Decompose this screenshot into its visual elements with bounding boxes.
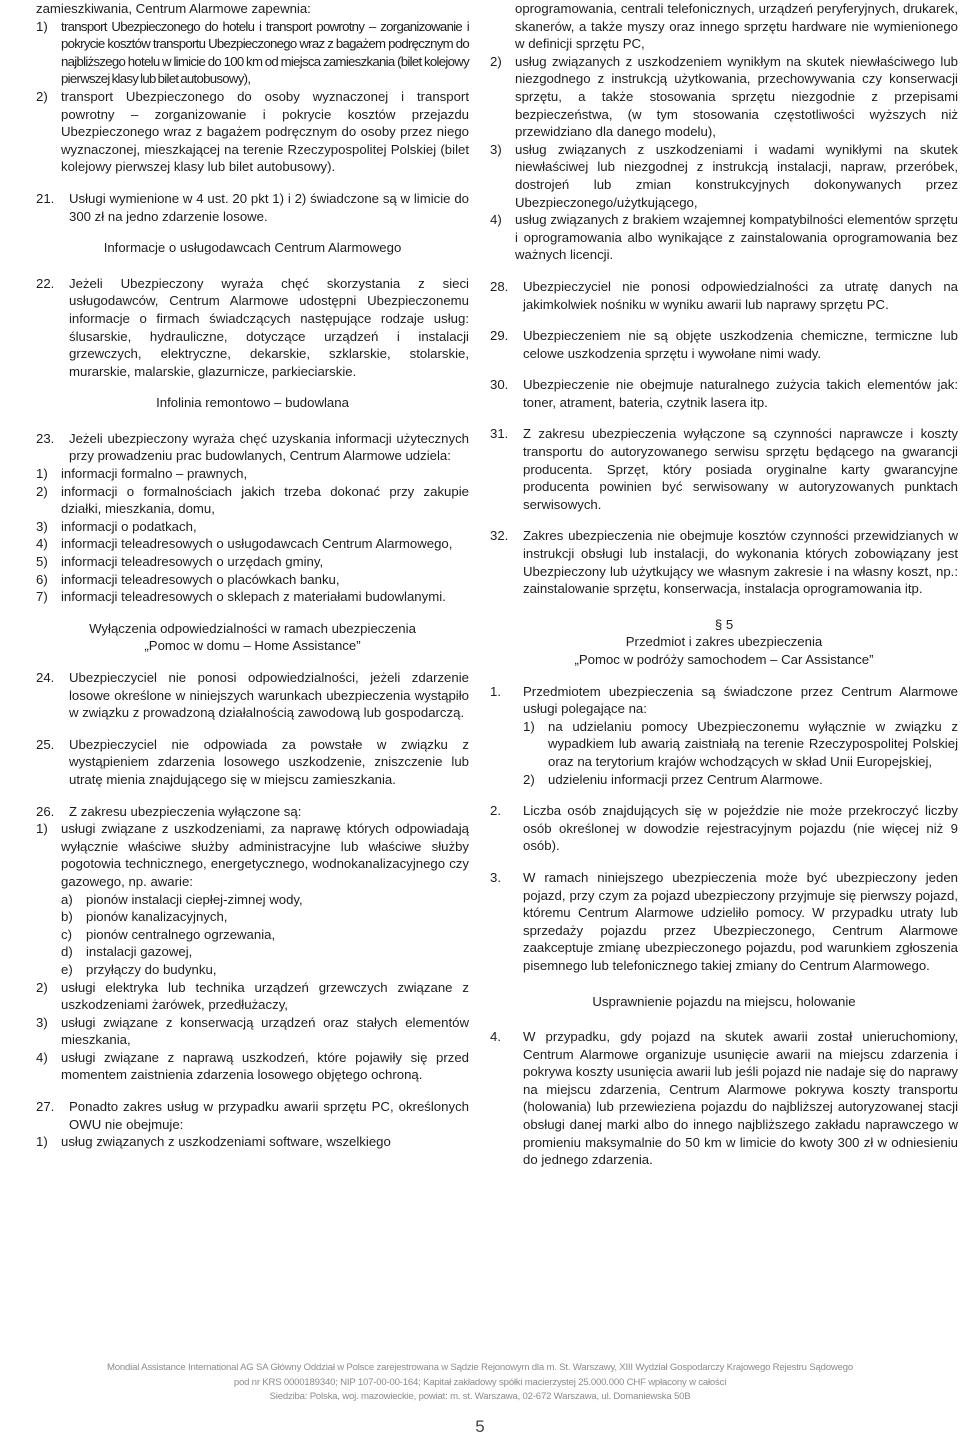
paragraph-text: W przypadku, gdy pojazd na skutek awarii został unieruchomiony, Centrum Alarmowe organizuje usunięcie awarii na miejscu zdarzenia i pokrywa koszty usunięcia awarii lub jeśli pojazd nie nadaje się do naprawy na miejscu zdarzenia, Centrum Alarmowe pokrywa koszty transportu (holowania) lub przewieziena pojazdu do najbliższej autoryzowanej stacji obsługi danej marki albo do innego najbliższego zakładu naprawczego w promieniu maksymalnie do 50 km w limicie do kwoty 300 zł w odniesieniu do jednego zdarzenia. [523, 1029, 958, 1168]
item-text: informacji o formalnościach jakich trzeba dokonać przy zakupie działki, mieszkania, domu, [61, 483, 469, 517]
item-letter: b) [61, 909, 73, 925]
company-footer [0, 1361, 960, 1405]
paragraph-29 [490, 327, 958, 362]
section-number: § 5 [714, 616, 734, 632]
item-number: 2) [36, 483, 48, 499]
paragraph-26 [36, 803, 469, 821]
section-heading: Infolinia remontowo – budowlana [156, 395, 349, 411]
section-heading: Usprawnienie pojazdu na miejscu, holowanie [592, 993, 856, 1009]
section-item-3 [490, 869, 958, 975]
item-text: informacji teleadresowych o urzędach gminy, [61, 554, 324, 570]
item-text: instalacji gazowej, [86, 944, 193, 960]
paragraph-27 [36, 1098, 469, 1133]
list-item [36, 88, 469, 176]
list-item [36, 535, 469, 553]
item-number: 2) [36, 88, 48, 104]
paragraph-number: 28. [490, 278, 509, 294]
list-item [490, 718, 958, 771]
paragraph-30 [490, 376, 958, 411]
paragraph-text: Ubezpieczyciel nie ponosi odpowiedzialności, jeżeli zdarzenie losowe określone w niniejszych warunkach ubezpieczenia wystąpiło w związku z prowadzoną działalnością zawodową lub gospodarczą. [69, 670, 469, 721]
list-item [490, 53, 958, 141]
list-item [61, 943, 469, 961]
item-text: transport Ubezpieczonego do osoby wyznaczonej i transport powrotny – zorganizowanie i pokrycie kosztów przejazdu Ubezpieczonego wraz z bagażem podręcznym do osoby przez niego wyznaczonej, mieszkającej na terenie Rzeczypospolitej Polskiej (bilet kolejowy pierwszej klasy lub bilet autobusowy). [61, 88, 469, 175]
item-number: 1) [36, 821, 48, 837]
paragraph-text: Przedmiotem ubezpieczenia są świadczone przez Centrum Alarmowe usługi polegające na: [523, 683, 958, 717]
item-number: 4) [36, 536, 48, 552]
item-number: 3) [490, 141, 502, 157]
item-text: informacji teleadresowych o sklepach z materiałami budowlanymi. [61, 589, 446, 605]
item-text: pionów instalacji ciepłej-zimnej wody, [86, 891, 303, 907]
paragraph-text: Usługi wymienione w 4 ust. 20 pkt 1) i 2) świadczone są w limicie do 300 zł na jedno zdarzenie losowe. [69, 190, 469, 224]
item-text: usługi związane z uszkodzeniami, za naprawę których odpowiadają wyłącznie właściwe służby administracyjne lub właściwe służby pogotowia technicznego, energetycznego, wodnokanalizacyjnego czy gazowego, np. awarie: [61, 821, 469, 889]
paragraph-text: Ubezpieczyciel nie ponosi odpowiedzialności za utratę danych na jakimkolwiek nośniku w wyniku awarii lub naprawy sprzętu PC. [523, 278, 958, 312]
paragraph-number: 21. [36, 190, 55, 206]
list-item [36, 553, 469, 571]
item-text: usług związanych z brakiem wzajemnej kompatybilności elementów sprzętu i oprogramowania albo wynikające z zainstalowania oprogramowania bez ważnych licencji. [515, 212, 958, 263]
list-item [61, 926, 469, 944]
item-text: usług związanych z uszkodzeniem wynikłym na skutek niewłaściwego lub niezgodnego z instrukcją użytkowania, przechowywania czy konserwacji sprzętu, a także stosowania sprzętu niezgodnie z przepisami bezpieczeństwa, (w tym stosowania częstotliwości wyższych niż przewidziano dla danego modelu), [515, 53, 958, 140]
list-item [490, 771, 958, 789]
section-heading: Wyłączenia odpowiedzialności w ramach ubezpieczenia [89, 620, 416, 636]
section-heading: Informacje o usługodawcach Centrum Alarmowego [103, 240, 402, 256]
item-text: usługi elektryka lub technika urządzeń grzewczych związane z uszkodzeniami żarówek, przedłużaczy, [61, 979, 469, 1013]
list-item [36, 571, 469, 589]
continuation-text [490, 0, 958, 53]
paragraph-text: Ubezpieczyciel nie odpowiada za powstałe w związku z wystąpieniem zdarzenia losowego uszkodzenie, zniszczenie lub utratę mienia znajdującego się w miejscu zamieszkania. [69, 736, 469, 787]
item-text: pionów kanalizacyjnych, [86, 909, 228, 925]
item-number: 1) [523, 718, 535, 734]
section-heading: Przedmiot i zakres ubezpieczenia [625, 634, 823, 650]
paragraph-number: 26. [36, 803, 55, 819]
paragraph-22 [36, 275, 469, 381]
paragraph-number: 30. [490, 377, 509, 393]
paragraph-text: Ubezpieczeniem nie są objęte uszkodzenia chemiczne, termiczne lub celowe uszkodzenia sprzętu i wywołane nimi wady. [523, 328, 958, 361]
item-letter: e) [61, 961, 73, 977]
item-text: informacji teleadresowych o usługodawcach Centrum Alarmowego, [61, 536, 453, 552]
paragraph-text: Jeżeli ubezpieczony wyraża chęć uzyskania informacji użytecznych przy prowadzeniu prac budowlanych, Centrum Alarmowe udziela: [69, 430, 469, 464]
paragraph-text: Z zakresu ubezpieczenia wyłączone są czynności naprawcze i koszty transportu do autoryzowanego serwisu sprzętu będącego na gwarancji producenta. Sprzęt, który posiada oryginalne karty gwarancyjne producenta powinien być serwisowany w autoryzowanych punktach serwisowych. [523, 426, 958, 512]
paragraph-number: 29. [490, 328, 509, 344]
item-number: 1) [36, 18, 48, 34]
footer-line: Siedziba: Polska, woj. mazowieckie, powiat: m. st. Warszawa, 02-672 Warszawa, ul. Domaniewska 50B [269, 1391, 691, 1402]
item-text: usługi związane z konserwacją urządzeń oraz stałych elementów mieszkania, [61, 1014, 469, 1048]
item-text: usługi związane z naprawą uszkodzeń, które pojawiły się przed momentem zaistnienia zdarzenia losowego objętego ochroną. [61, 1049, 469, 1083]
paragraph-text: Z zakresu ubezpieczenia wyłączone są: [69, 803, 302, 819]
item-text: transport Ubezpieczonego do hotelu i transport powrotny – zorganizowanie i pokrycie kosztów transportu Ubezpieczonego wraz z bagażem podręcznym do najbliższego hotelu w limicie do 100 km od miejsca zamieszkania (bilet kolejowy pierwszej klasy lub bilet autobusowy), [61, 18, 469, 87]
list-item [61, 961, 469, 979]
paragraph-number: 2. [490, 803, 501, 819]
paragraph-28 [490, 278, 958, 313]
item-number: 3) [36, 1014, 48, 1030]
list-item [36, 1049, 469, 1084]
item-number: 2) [36, 979, 48, 995]
paragraph-number: 1. [490, 683, 501, 699]
paragraph-text: Zakres ubezpieczenia nie obejmuje kosztów czynności przewidzianych w instrukcji obsługi lub instalacji, do wykonania których zobowiązany jest Ubezpieczony lub użytkujący we własnym zakresie i na własny koszt, np.: zainstalowanie sprzętu, konserwacja, instalacja oprogramowania itp. [523, 528, 958, 597]
section-subheading: „Pomoc w podróży samochodem – Car Assistance” [574, 652, 874, 667]
list-item [36, 465, 469, 483]
list-item [36, 483, 469, 518]
list-item [36, 1014, 469, 1049]
paragraph-number: 22. [36, 275, 55, 291]
item-number: 2) [523, 771, 535, 787]
item-text: informacji teleadresowych o placówkach banku, [61, 571, 340, 587]
paragraph-text: W ramach niniejszego ubezpieczenia może być ubezpieczony jeden pojazd, przy czym za pojazd ubezpieczony przyjmuje się pierwszy pojazd, któremu Centrum Alarmowe udzieliło pomocy. W przypadku utraty lub sprzedaży pojazdu przez Ubezpieczonego, Centrum Alarmowe zaakceptuje zmianę ubezpieczonego pojazdu, pod warunkiem zgłoszenia pisemnego lub telefonicznego takiej zmiany do Centrum Alarmowego. [523, 869, 958, 973]
right-column [490, 0, 958, 1169]
item-text: pionów centralnego ogrzewania, [86, 926, 276, 942]
list-item [490, 141, 958, 211]
paragraph-31 [490, 425, 958, 513]
item-number: 7) [36, 589, 48, 605]
item-text: przyłączy do budynku, [86, 961, 217, 977]
item-number: 5) [36, 554, 48, 570]
section-item-2 [490, 802, 958, 855]
item-text: informacji formalno – prawnych, [61, 466, 248, 482]
paragraph-21 [36, 190, 469, 225]
list-item [61, 908, 469, 926]
item-text: na udzielaniu pomocy Ubezpieczonemu wyłącznie w związku z wypadkiem lub awarią zaistniałą na terenie Rzeczypospolitej Polskiej oraz na terytorium krajów wchodzących w skład Unii Europejskiej, [548, 718, 958, 769]
paragraph-text: Ponadto zakres usług w przypadku awarii sprzętu PC, określonych OWU nie obejmuje: [69, 1099, 469, 1132]
item-text: usług związanych z uszkodzeniami i wadami wynikłymi na skutek niewłaściwej lub niezgodnej z instrukcją instalacji, napraw, przeróbek, dostrojeń lub zmian konstrukcyjnych dokonywanych przez Ubezpieczonego/użytkującego, [515, 141, 958, 210]
footer-line: Mondial Assistance International AG SA Główny Oddział w Polsce zarejestrowana w Sądzie Rejonowym dla m. St. Warszawy, XIII Wydział Gospodarczy Krajowego Rejestru Sądowego [106, 1362, 854, 1373]
paragraph-23 [36, 430, 469, 465]
item-number: 6) [36, 571, 48, 587]
list-item [36, 820, 469, 890]
page-number: 5 [475, 1417, 485, 1436]
item-text: usług związanych z uszkodzeniami software, wszelkiego [61, 1134, 391, 1150]
paragraph-number: 27. [36, 1099, 55, 1115]
paragraph-24 [36, 669, 469, 722]
paragraph-32 [490, 527, 958, 597]
paragraph-number: 23. [36, 430, 55, 446]
item-number: 1) [36, 466, 48, 482]
item-number: 1) [36, 1134, 48, 1150]
section-item-1 [490, 683, 958, 789]
paragraph-text: Jeżeli Ubezpieczony wyraża chęć skorzystania z sieci usługodawców, Centrum Alarmowe udostępni Ubezpieczonemu informacje o firmach świadczących następujące rodzaje usług: ślusarskie, hydrauliczne, dotyczące urządzeń i instalacji grzewczych, elektryczne, dekarskie, szklarskie, stolarskie, murarskie, malarskie, glazurnicze, parkieciarskie. [69, 275, 469, 379]
item-letter: a) [61, 891, 73, 907]
list-item [36, 518, 469, 536]
paragraph-number: 32. [490, 528, 509, 544]
list-item [36, 588, 469, 606]
item-number: 2) [490, 53, 502, 69]
list-item [36, 1133, 469, 1151]
section-subheading: „Pomoc w domu – Home Assistance” [144, 638, 361, 654]
list-item [61, 891, 469, 909]
intro-line: zamieszkiwania, Centrum Alarmowe zapewnia: [36, 1, 311, 16]
paragraph-text: Liczba osób znajdujących się w pojeździe nie może przekroczyć liczby osób określonej w dowodzie rejestracyjnym pojazdu (nie więcej niż 9 osób). [523, 803, 958, 854]
paragraph-number: 24. [36, 670, 55, 685]
item-number: 3) [36, 518, 48, 534]
item-number: 4) [490, 212, 502, 228]
paragraph-number: 4. [490, 1029, 501, 1045]
item-letter: c) [61, 926, 72, 942]
paragraph-text: Ubezpieczenie nie obejmuje naturalnego zużycia takich elementów jak: toner, atrament, bateria, czytnik lasera itp. [523, 377, 958, 410]
p26-sublist [36, 891, 469, 979]
item-text: udzieleniu informacji przez Centrum Alarmowe. [548, 771, 823, 787]
section-item-4 [490, 1028, 958, 1169]
item-text: informacji o podatkach, [61, 518, 197, 534]
item-letter: d) [61, 944, 73, 960]
p23-list [36, 465, 469, 606]
list-item [36, 18, 469, 88]
list-item [490, 211, 958, 264]
footer-line: pod nr KRS 0000189340; NIP 107-00-00-164; Kapitał zakładowy spółki macierzystej 25.000.000 CHF wpłacony w całości [233, 1376, 727, 1388]
list-item [36, 979, 469, 1014]
paragraph-number: 3. [490, 869, 501, 885]
paragraph-25 [36, 736, 469, 789]
paragraph-number: 25. [36, 736, 55, 752]
paragraph-number: 31. [490, 426, 509, 442]
item-number: 4) [36, 1049, 48, 1065]
left-column [36, 0, 469, 1151]
item-text: oprogramowania, centrali telefonicznych, urządzeń peryferyjnych, drukarek, skanerów, a także myszy oraz innego sprzętu hardware nie wymienionego w definicji sprzętu PC, [515, 1, 958, 52]
